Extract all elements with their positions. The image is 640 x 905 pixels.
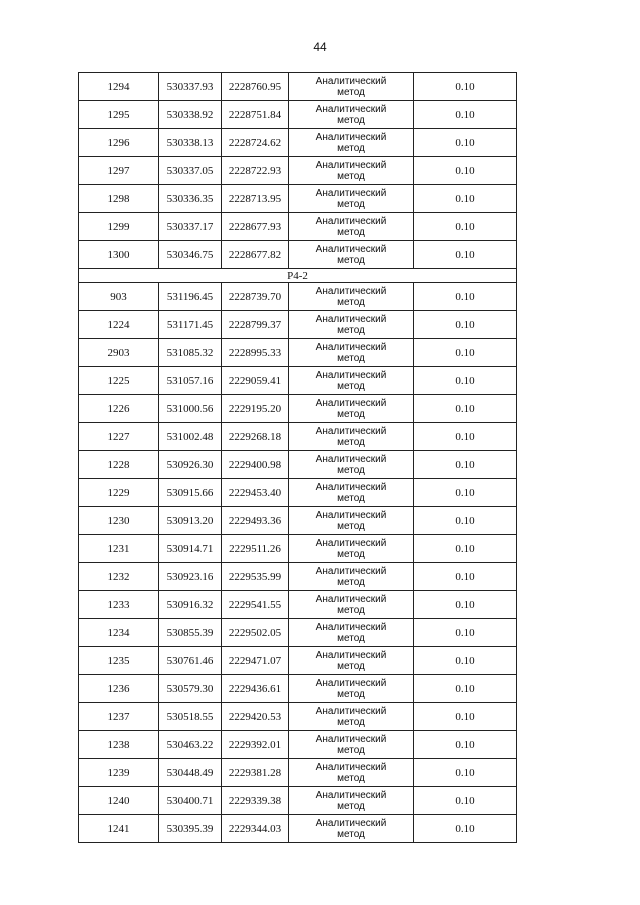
method-cell: [289, 647, 414, 675]
page-number: 44: [313, 40, 327, 54]
method-line-2: метод: [337, 520, 365, 532]
table-row: [79, 73, 517, 101]
y-coordinate-cell: 2228722.93: [222, 157, 289, 185]
point-id-cell: 1232: [79, 563, 159, 591]
method-line-1: Аналитический: [315, 817, 387, 829]
point-id-cell: 1231: [79, 535, 159, 563]
x-coordinate-cell: 530518.55: [159, 703, 222, 731]
point-id-cell: 1234: [79, 619, 159, 647]
method-cell: [289, 619, 414, 647]
y-coordinate-cell: 2229268.18: [222, 423, 289, 451]
point-id-cell: 1228: [79, 451, 159, 479]
method-cell: [289, 535, 414, 563]
method-cell: [289, 73, 414, 101]
y-coordinate-cell: 2228677.93: [222, 213, 289, 241]
section-row: [79, 269, 517, 283]
method-line-1: Аналитический: [315, 131, 387, 143]
method-line-1: Аналитический: [315, 481, 387, 493]
method-line-2: метод: [337, 296, 365, 308]
method-cell: [289, 731, 414, 759]
x-coordinate-cell: 530337.17: [159, 213, 222, 241]
point-id-cell: 1298: [79, 185, 159, 213]
y-coordinate-cell: 2229059.41: [222, 367, 289, 395]
method-cell: [289, 507, 414, 535]
method-line-2: метод: [337, 828, 365, 840]
x-coordinate-cell: 530913.20: [159, 507, 222, 535]
accuracy-cell: 0.10: [414, 563, 517, 591]
table-row: [79, 731, 517, 759]
method-cell: [289, 591, 414, 619]
table-row: [79, 619, 517, 647]
y-coordinate-cell: 2228677.82: [222, 241, 289, 269]
point-id-cell: 1224: [79, 311, 159, 339]
method-line-2: метод: [337, 464, 365, 476]
point-id-cell: 1241: [79, 815, 159, 843]
coordinates-table: [78, 72, 517, 843]
y-coordinate-cell: 2229535.99: [222, 563, 289, 591]
accuracy-cell: 0.10: [414, 395, 517, 423]
method-cell: [289, 157, 414, 185]
accuracy-cell: 0.10: [414, 339, 517, 367]
method-line-2: метод: [337, 254, 365, 266]
accuracy-cell: 0.10: [414, 101, 517, 129]
y-coordinate-cell: 2229339.38: [222, 787, 289, 815]
method-line-1: Аналитический: [315, 705, 387, 717]
x-coordinate-cell: 531171.45: [159, 311, 222, 339]
x-coordinate-cell: 530337.05: [159, 157, 222, 185]
table-row: [79, 157, 517, 185]
table-row: [79, 451, 517, 479]
method-cell: [289, 311, 414, 339]
method-cell: [289, 367, 414, 395]
method-line-1: Аналитический: [315, 649, 387, 661]
method-line-1: Аналитический: [315, 285, 387, 297]
table-row: [79, 591, 517, 619]
method-line-2: метод: [337, 114, 365, 126]
method-line-2: метод: [337, 436, 365, 448]
y-coordinate-cell: 2228760.95: [222, 73, 289, 101]
method-line-2: метод: [337, 716, 365, 728]
y-coordinate-cell: 2229420.53: [222, 703, 289, 731]
accuracy-cell: 0.10: [414, 703, 517, 731]
method-line-2: метод: [337, 380, 365, 392]
table-row: [79, 815, 517, 843]
method-line-2: метод: [337, 604, 365, 616]
y-coordinate-cell: 2228799.37: [222, 311, 289, 339]
y-coordinate-cell: 2228724.62: [222, 129, 289, 157]
point-id-cell: 1237: [79, 703, 159, 731]
method-cell: [289, 185, 414, 213]
table-row: [79, 241, 517, 269]
method-cell: [289, 479, 414, 507]
method-line-1: Аналитический: [315, 397, 387, 409]
table-row: [79, 507, 517, 535]
method-cell: [289, 675, 414, 703]
y-coordinate-cell: 2229344.03: [222, 815, 289, 843]
method-line-1: Аналитический: [315, 733, 387, 745]
method-line-1: Аналитический: [315, 453, 387, 465]
accuracy-cell: 0.10: [414, 731, 517, 759]
table-row: [79, 675, 517, 703]
accuracy-cell: 0.10: [414, 129, 517, 157]
method-cell: [289, 101, 414, 129]
accuracy-cell: 0.10: [414, 647, 517, 675]
table-row: [79, 395, 517, 423]
table-row: [79, 311, 517, 339]
y-coordinate-cell: 2228739.70: [222, 283, 289, 311]
table-row: [79, 787, 517, 815]
x-coordinate-cell: 530923.16: [159, 563, 222, 591]
x-coordinate-cell: 530336.35: [159, 185, 222, 213]
y-coordinate-cell: 2229195.20: [222, 395, 289, 423]
point-id-cell: 1238: [79, 731, 159, 759]
x-coordinate-cell: 530915.66: [159, 479, 222, 507]
method-line-2: метод: [337, 142, 365, 154]
method-cell: [289, 451, 414, 479]
method-line-1: Аналитический: [315, 341, 387, 353]
method-cell: [289, 129, 414, 157]
table-row: [79, 129, 517, 157]
method-line-1: Аналитический: [315, 565, 387, 577]
table-row: [79, 339, 517, 367]
method-line-2: метод: [337, 226, 365, 238]
point-id-cell: 1225: [79, 367, 159, 395]
y-coordinate-cell: 2229541.55: [222, 591, 289, 619]
accuracy-cell: 0.10: [414, 283, 517, 311]
method-line-1: Аналитический: [315, 677, 387, 689]
point-id-cell: 1229: [79, 479, 159, 507]
y-coordinate-cell: 2229392.01: [222, 731, 289, 759]
x-coordinate-cell: 531196.45: [159, 283, 222, 311]
method-line-1: Аналитический: [315, 425, 387, 437]
accuracy-cell: 0.10: [414, 213, 517, 241]
accuracy-cell: 0.10: [414, 451, 517, 479]
method-cell: [289, 339, 414, 367]
x-coordinate-cell: 531057.16: [159, 367, 222, 395]
point-id-cell: 1230: [79, 507, 159, 535]
point-id-cell: 1294: [79, 73, 159, 101]
x-coordinate-cell: 530926.30: [159, 451, 222, 479]
method-line-2: метод: [337, 772, 365, 784]
x-coordinate-cell: 530855.39: [159, 619, 222, 647]
accuracy-cell: 0.10: [414, 367, 517, 395]
point-id-cell: 1300: [79, 241, 159, 269]
section-label: Р4-2: [79, 269, 517, 283]
x-coordinate-cell: 530463.22: [159, 731, 222, 759]
table-row: [79, 479, 517, 507]
table-row: [79, 423, 517, 451]
method-line-1: Аналитический: [315, 761, 387, 773]
accuracy-cell: 0.10: [414, 815, 517, 843]
accuracy-cell: 0.10: [414, 787, 517, 815]
point-id-cell: 1295: [79, 101, 159, 129]
y-coordinate-cell: 2229400.98: [222, 451, 289, 479]
x-coordinate-cell: 530337.93: [159, 73, 222, 101]
coordinates-table-body: [79, 73, 517, 843]
method-cell: [289, 703, 414, 731]
accuracy-cell: 0.10: [414, 479, 517, 507]
y-coordinate-cell: 2229511.26: [222, 535, 289, 563]
method-cell: [289, 423, 414, 451]
accuracy-cell: 0.10: [414, 241, 517, 269]
method-line-2: метод: [337, 632, 365, 644]
method-line-2: метод: [337, 324, 365, 336]
point-id-cell: 1236: [79, 675, 159, 703]
table-row: [79, 185, 517, 213]
method-line-2: метод: [337, 170, 365, 182]
point-id-cell: 1240: [79, 787, 159, 815]
table-row: [79, 759, 517, 787]
method-line-1: Аналитический: [315, 369, 387, 381]
method-line-1: Аналитический: [315, 509, 387, 521]
x-coordinate-cell: 531002.48: [159, 423, 222, 451]
point-id-cell: 1227: [79, 423, 159, 451]
x-coordinate-cell: 531085.32: [159, 339, 222, 367]
x-coordinate-cell: 530395.39: [159, 815, 222, 843]
table-row: [79, 283, 517, 311]
x-coordinate-cell: 530338.92: [159, 101, 222, 129]
method-line-1: Аналитический: [315, 75, 387, 87]
method-line-2: метод: [337, 198, 365, 210]
method-line-2: метод: [337, 660, 365, 672]
method-line-2: метод: [337, 548, 365, 560]
method-line-2: метод: [337, 408, 365, 420]
table-row: [79, 563, 517, 591]
accuracy-cell: 0.10: [414, 423, 517, 451]
accuracy-cell: 0.10: [414, 73, 517, 101]
point-id-cell: 1226: [79, 395, 159, 423]
method-line-2: метод: [337, 352, 365, 364]
y-coordinate-cell: 2229471.07: [222, 647, 289, 675]
y-coordinate-cell: 2228995.33: [222, 339, 289, 367]
accuracy-cell: 0.10: [414, 311, 517, 339]
method-line-1: Аналитический: [315, 789, 387, 801]
table-row: [79, 703, 517, 731]
point-id-cell: 1239: [79, 759, 159, 787]
accuracy-cell: 0.10: [414, 185, 517, 213]
method-line-1: Аналитический: [315, 215, 387, 227]
accuracy-cell: 0.10: [414, 619, 517, 647]
method-line-1: Аналитический: [315, 159, 387, 171]
method-line-1: Аналитический: [315, 537, 387, 549]
method-cell: [289, 241, 414, 269]
x-coordinate-cell: 530448.49: [159, 759, 222, 787]
accuracy-cell: 0.10: [414, 535, 517, 563]
method-line-2: метод: [337, 800, 365, 812]
x-coordinate-cell: 531000.56: [159, 395, 222, 423]
y-coordinate-cell: 2228713.95: [222, 185, 289, 213]
y-coordinate-cell: 2229381.28: [222, 759, 289, 787]
method-line-1: Аналитический: [315, 313, 387, 325]
method-cell: [289, 759, 414, 787]
table-row: [79, 213, 517, 241]
point-id-cell: 1297: [79, 157, 159, 185]
x-coordinate-cell: 530400.71: [159, 787, 222, 815]
method-cell: [289, 283, 414, 311]
y-coordinate-cell: 2229436.61: [222, 675, 289, 703]
method-cell: [289, 815, 414, 843]
accuracy-cell: 0.10: [414, 507, 517, 535]
method-line-1: Аналитический: [315, 243, 387, 255]
method-cell: [289, 563, 414, 591]
accuracy-cell: 0.10: [414, 759, 517, 787]
method-cell: [289, 213, 414, 241]
accuracy-cell: 0.10: [414, 591, 517, 619]
point-id-cell: 903: [79, 283, 159, 311]
method-line-2: метод: [337, 86, 365, 98]
x-coordinate-cell: 530761.46: [159, 647, 222, 675]
method-line-2: метод: [337, 688, 365, 700]
table-row: [79, 535, 517, 563]
method-line-1: Аналитический: [315, 621, 387, 633]
table-row: [79, 647, 517, 675]
point-id-cell: 2903: [79, 339, 159, 367]
point-id-cell: 1233: [79, 591, 159, 619]
method-line-2: метод: [337, 576, 365, 588]
point-id-cell: 1296: [79, 129, 159, 157]
point-id-cell: 1235: [79, 647, 159, 675]
method-cell: [289, 787, 414, 815]
method-line-1: Аналитический: [315, 187, 387, 199]
method-line-2: метод: [337, 744, 365, 756]
accuracy-cell: 0.10: [414, 675, 517, 703]
y-coordinate-cell: 2229453.40: [222, 479, 289, 507]
y-coordinate-cell: 2229493.36: [222, 507, 289, 535]
accuracy-cell: 0.10: [414, 157, 517, 185]
table-row: [79, 101, 517, 129]
method-line-1: Аналитический: [315, 593, 387, 605]
x-coordinate-cell: 530579.30: [159, 675, 222, 703]
x-coordinate-cell: 530346.75: [159, 241, 222, 269]
x-coordinate-cell: 530914.71: [159, 535, 222, 563]
x-coordinate-cell: 530916.32: [159, 591, 222, 619]
method-cell: [289, 395, 414, 423]
x-coordinate-cell: 530338.13: [159, 129, 222, 157]
point-id-cell: 1299: [79, 213, 159, 241]
y-coordinate-cell: 2228751.84: [222, 101, 289, 129]
method-line-2: метод: [337, 492, 365, 504]
table-row: [79, 367, 517, 395]
method-line-1: Аналитический: [315, 103, 387, 115]
y-coordinate-cell: 2229502.05: [222, 619, 289, 647]
